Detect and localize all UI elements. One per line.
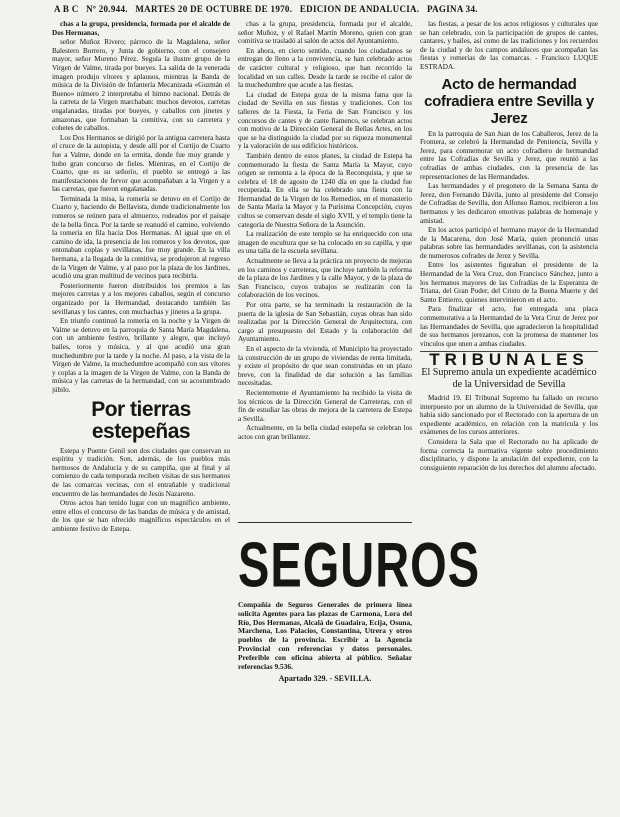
article-paragraph: chas a la grupa, presidencia, formada por el alcalde, señor Muñoz, y el Rafael Martín Moreno, quien con gran comitiva se trasladó al salón de actos del Ayuntamiento.: [238, 20, 412, 46]
article-paragraph: Las hermandades y el pregonero de la Semana Santa de Jerez, don Fernando Dávila, junto al presidente del Consejo de Cofradías de Sevilla, don Alfonso Ramos, recibieron a los hermanos y les dedicaron emotivas palabras de homenaje y amistad.: [420, 182, 598, 225]
article-paragraph: señor Muñoz Rivero; párroco de la Magdalena, señor Balestero Borrero, y Junta de gobierno, con el consejero mayor, señor Moreno Pérez. Seguía la ilustre grupo de la Virgen de Valme, tirada por bueyes. La salida de la venerada imagen produjo vítores y aplausos, mientras la Banda de música de la División de Infantería Mecanizada «Guzmán el Bueno» número 2 interpretaba el himno nacional. Detrás de la carreta de la Virgen marchaban: muchos devotos, carretas engalanadas, tiradas por bueyes, y caballos con jinetes y amazonas, que formaban la comitiva, con su carretera y cohetes de caballos.: [52, 38, 230, 133]
article-paragraph: En triunfo continuó la romería en la noche y la Virgen de Valme se detuvo en la parroquia de Santa María Magdalena, con un ambiente festivo, brillante y alegre, que incluyó bailes, toros y música, y al que acudió una gran muchedumbre por la tarde y la noche. Al paso, a la vista de la Virgen de Valme, la muchedumbre acompañó con sus vítores y coplas a la imagen de la Virgen de Valme, con la Banda de música y las carretas de la hermandad, con su acostumbrado júbilo.: [52, 317, 230, 394]
page-number: PAGINA 34.: [426, 4, 478, 14]
article-paragraph: Posteriormente fueron distribuidos los premios a las mejores carretas y a los mejores caballos, según el concurso organizado por la Hermandad, destacando también las sevillanas y los cantes, con muchachas y jinetes a la grupa.: [52, 281, 230, 316]
article-paragraph: En ahora, en cierto sentido, cuando los ciudadanos se entregan de lleno a la convivencia, se han celebrado actos de carácter cultural y religioso, que han recorrido la localidad en sus calles. Desde la tarde se recibe el calor de la muchedumbre que acude a las fiestas.: [238, 46, 412, 90]
ad-footer: Apartado 329. - SEVILLA.: [278, 674, 372, 684]
article-paragraph: La realización de este templo se ha enriquecido con una imagen de escultura que se ha colocado en su capilla, y que es una talla de la escuela sevillana.: [238, 230, 412, 256]
article-lead: chas a la grupa, presidencia, formada por el alcalde de Dos Hermanas,: [52, 20, 230, 37]
article-paragraph: Actualmente se lleva a la práctica un proyecto de mejoras en los caminos y carreteras, que incluye también la reforma de la plaza de los Jardines y la calle Mayor, y de la plaza de San Francisco, cuyos trabajos se realizarán con la colaboración de los vecinos.: [238, 257, 412, 300]
issue-number: Nº 20.944.: [86, 4, 128, 14]
ad-body: Compañía de Seguros Generales de primera línea solicita Agentes para las plazas de Carmona, Lora del Río, Dos Hermanas, Alcalá de Guadaira, Ecija, Osuna, Marchena, Los Palacios, Constantina, Utrera y otros pueblos de la provincia. Escribir a la Agencia Provincial con referencias y datos personales. Preferible con oficina abierta al público. Señalar referencias 9.536.: [238, 600, 412, 671]
article-paragraph: Para finalizar el acto, fue entregada una placa conmemorativa a la Hermandad de la Vera Cruz de Jerez por las Hermandades de Sevilla, que agradecieron la hospitalidad de sus hermanos jerezanos, con la promesa de mantener los vínculos que unen a ambas ciudades.: [420, 305, 598, 348]
article-paragraph: Otros actos han tenido lugar con un magnífico ambiente, entre ellos el concurso de las bandas de música y de amistad, de los que se han ofrecido magníficos espectáculos en el ambiente festivo de Estepa.: [52, 499, 230, 533]
article-paragraph: Considera la Sala que el Rectorado no ha aplicado de forma correcta la normativa vigente sobre procedimiento disciplinario, y dispone la anulación del expediente, con la consiguiente reparación de los derechos del alumno afectado.: [420, 437, 598, 472]
paper-name: A B C: [54, 4, 79, 14]
article-paragraph: Por otra parte, se ha terminado la restauración de la puerta de la iglesia de San Sebastián, cuyas obras han sido realizadas por la Dirección General de Arquitectura, con cargo al presupuesto del Estado y la colaboración del Ayuntamiento.: [238, 301, 412, 344]
article-paragraph: En los actos participó el hermano mayor de la Hermandad de la Macarena, don José María, quien pronunció unas palabras sobre las hermandades sevillanas, con la asistencia de numerosos cofrades de Jerez y Sevilla.: [420, 226, 598, 260]
headline-hermandad: Acto de hermandad cofradiera entre Sevilla y Jerez: [424, 75, 594, 127]
article-paragraph: Actualmente, en la bella ciudad estepeña se celebran los actos con gran brillantez.: [238, 424, 412, 441]
article-paragraph: En la parroquia de San Juan de los Caballeros, Jerez de la Frontera, se celebró la Hermandad de Penitencia, Sevilla y Jerez, para conmemorar un acto cofradiero de hermandad entre las Cofradías de Sevilla y Jerez, que reunió a las cofradías de ambas ciudades, con la presencia de las representaciones de las Hermandades.: [420, 129, 598, 181]
seguros-advertisement: [238, 522, 481, 812]
article-paragraph: Estepa y Puente Genil son dos ciudades que conservan su espíritu y tradición. Son, además, de los pueblos más hermosos de Andalucía y de su campiña, que al final y al comienzo de cada temporada reciben visitas de sus hermanos de las comarcas vecinas, con el entrañable y tradicional encuentro de las hermandades de Jesús Nazareno.: [52, 446, 230, 498]
article-paragraph: Madrid 19. El Tribunal Supremo ha fallado un recurso interpuesto por un alumno de la Universidad de Sevilla, que había sido sancionado por el Rectorado con la apertura de un expediente académico, en relación con la matrícula y los exámenes de los cursos anteriores.: [420, 394, 598, 437]
article-paragraph: También dentro de estos planes, la ciudad de Estepa ha conmemorado la fiesta de Santa María la Mayor, cuyo origen se remonta a la época de la Reconquista, y que se celebra el 18 de agosto de 1240 día en que la ciudad fue recuperada. En ella se ha celebrado una fiesta con la Hermandad de la Virgen de los Remedios, en el monasterio de Santa María la Mayor y la Purísima Concepción, cuyos cultos se conservan desde el siglo XVII, y el templo tiene la categoría de Nuestra Señora de la Asunción.: [238, 151, 412, 229]
edition-label: EDICION DE ANDALUCIA.: [299, 4, 420, 14]
headline-tribunales: TRIBUNALES: [429, 350, 589, 370]
article-paragraph: En el aspecto de la vivienda, el Municipio ha proyectado la construcción de un grupo de viviendas de renta limitada, y existe el propósito de que sean construidas en un plazo breve, con la finalidad de dar solución a las familias necesitadas.: [238, 344, 412, 388]
article-paragraph: Terminada la misa, la romería se detuvo en el Cortijo de Cuarto y, haciendo de Bellavista, donde tradicionalmente los romeros se reúnen para el almuerzo, rodeados por el paisaje de la bella finca. Por la tarde se reanudó el camino, volviendo la romería en fila hacia Dos Hermanas. Al igual que en el camino de ida, la presencia de los romeros y los devotos, que entonaban coplas y sevillanas, fue muy grande. En la villa hermana, a la llegada de la comitiva, se produjeron al regreso de la Virgen de Valme, y al paso por la plaza de los Jardines, acudió una gran multitud de vecinos para recibirla.: [52, 194, 230, 281]
article-paragraph: las fiestas, a pesar de los actos religiosos y culturales que se han celebrado, con la participación de grupos de cantes, cantares, y bailes, así como de las tradiciones y los recuerdos de la ciudad y de los campos andaluces que acompañan las fiestas y romerías de las comarcas. - Francisco LUQUE ESTRADA.: [420, 20, 598, 71]
article-paragraph: Los Dos Hermanos se dirigió por la antigua carretera hasta el cruce de la autopista, y desde allí por el Cortijo de Cuarto fue a Valme, donde en la ermita, donde fue muy grande y hubo gran concurso de fieles. Mientras, en el Cortijo de Cuarto, que es su señorío, el pueblo se entregó a las manifestaciones de fervor que acompañaban a la Virgen y a las carretas, que fueron engalanadas.: [52, 133, 230, 194]
article-paragraph: Recientemente el Ayuntamiento ha recibido la visita de los técnicos de la Dirección General de Carreteras, con el fin de estudiar las obras de mejora de la carretera de Estepa a Sevilla.: [238, 388, 412, 423]
column-left: [52, 20, 230, 814]
article-paragraph: Entre los asistentes figuraban el presidente de la Hermandad de la Vera Cruz, don Francisco Sánchez, junto a los hermanos mayores de las Cofradías de la Esperanza de Triana, del Gran Poder, del Cristo de la Buena Muerte y del Santo Entierro, quienes intervinieron en el acto.: [420, 261, 598, 304]
ad-title: SEGUROS: [238, 528, 481, 601]
page-header: [54, 4, 599, 14]
article-paragraph: La ciudad de Estepa goza de la misma fama que la ciudad de Sevilla en sus fiestas y tradiciones. Con los talleres de la Fiesta, la Feria de San Francisco y los concursos de cantes y de cante flamenco, se celebran actos con motivo de la Dirección General de Bellas Artes, en los que se ha distinguido la ciudad por su riqueza monumental y la valoración de sus edificios históricos.: [238, 90, 412, 151]
column-middle: [238, 20, 412, 520]
subheadline-supremo: El Supremo anula un expediente académico de la Universidad de Sevilla: [421, 367, 597, 390]
column-right: [420, 20, 598, 814]
issue-date: MARTES 20 DE OCTUBRE DE 1970.: [135, 4, 293, 14]
headline-estepa: Por tierras estepeñas: [91, 397, 191, 443]
